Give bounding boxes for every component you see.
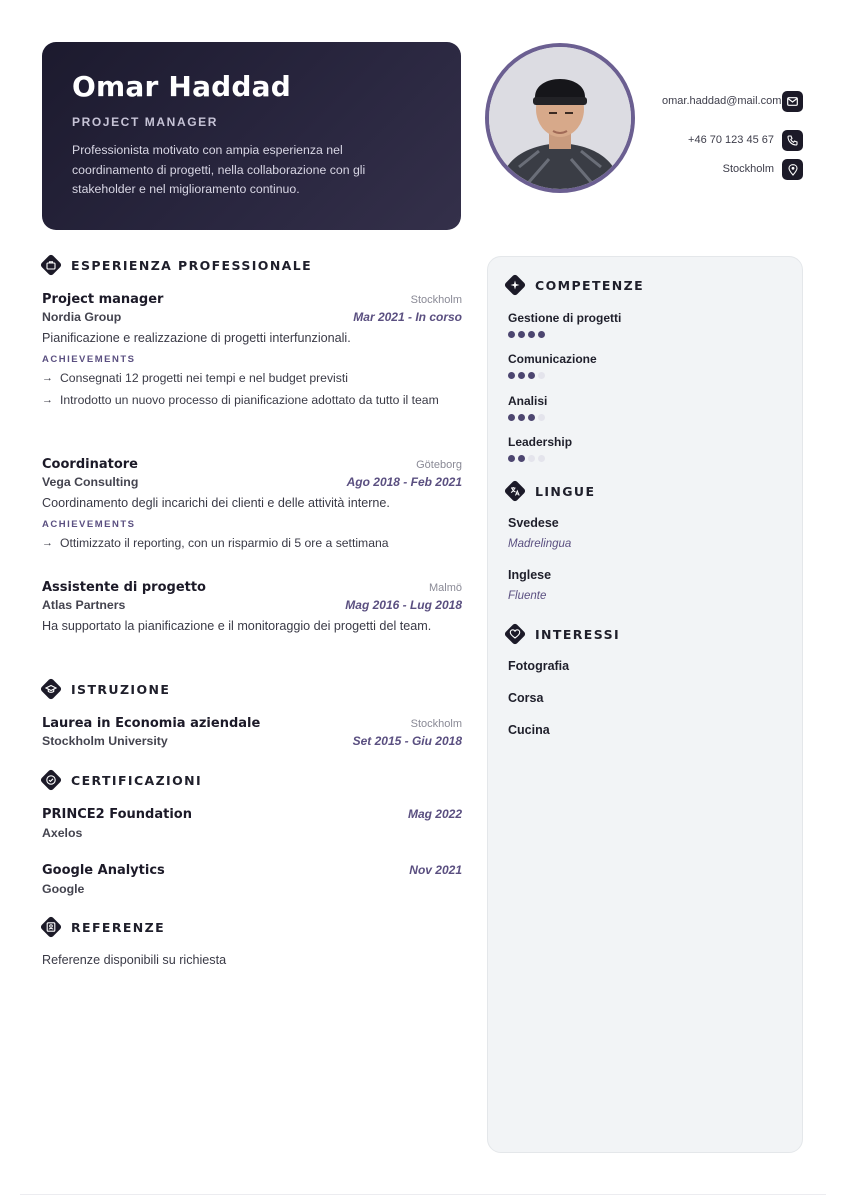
section-references — [40, 916, 165, 938]
phone-text[interactable]: +46 70 123 45 67 — [688, 134, 774, 146]
arrow-right-icon: → — [42, 372, 53, 384]
achievement-item: → Ottimizzato il reporting, con un risparmio di 5 ore a settimana — [42, 533, 462, 553]
profile-summary: Professionista motivato con ampia esperienza nel coordinamento di progetti, nella collaborazione con gli stakeholder e nel miglioramento continuo. — [72, 143, 366, 196]
job-location: Göteborg — [416, 459, 462, 471]
person-portrait-icon — [489, 47, 631, 189]
skill-name: Gestione di progetti — [508, 311, 622, 325]
sidebar — [487, 256, 803, 1153]
skill-level — [508, 455, 572, 462]
language-level: Madrelingua — [508, 538, 572, 550]
degree: Laurea in Economia aziendale — [42, 716, 261, 731]
achievement-item: → Consegnati 12 progetti nei tempi e nel budget previsti — [42, 368, 462, 388]
skill-level — [508, 331, 621, 338]
education-dates: Set 2015 - Giu 2018 — [352, 734, 462, 748]
experience-item — [42, 580, 462, 636]
achievements-label: ACHIEVEMENTS — [42, 354, 136, 365]
section-languages — [504, 480, 595, 502]
section-skills — [504, 274, 644, 296]
phone-icon — [782, 130, 803, 151]
references-text: Referenze disponibili su richiesta — [42, 953, 227, 967]
section-label: ESPERIENZA PROFESSIONALE — [71, 257, 313, 273]
company: Nordia Group — [42, 310, 122, 324]
certification-issuer: Google — [42, 882, 85, 896]
skill-item — [508, 435, 572, 462]
section-experience — [40, 254, 312, 276]
language-name: Inglese — [508, 568, 552, 582]
job-description: Coordinamento degli incarichi dei clienti e delle attività interne. — [42, 496, 390, 510]
job-dates: Mag 2016 - Lug 2018 — [345, 598, 462, 612]
graduation-cap-icon — [40, 678, 62, 700]
skill-level — [508, 372, 597, 379]
section-label: COMPETENZE — [535, 277, 645, 293]
language-item — [508, 568, 551, 602]
contact-email[interactable] — [662, 91, 803, 112]
experience-item — [42, 292, 462, 410]
page-divider — [20, 1194, 826, 1195]
certification-item — [42, 863, 462, 896]
interest-item: Corsa — [508, 691, 544, 705]
language-name: Svedese — [508, 516, 559, 530]
interest-item: Fotografia — [508, 659, 570, 673]
job-description: Pianificazione e realizzazione di progetti interfunzionali. — [42, 331, 351, 345]
certification-date: Mag 2022 — [407, 807, 462, 821]
skill-item — [508, 311, 621, 338]
job-location: Malmö — [428, 582, 462, 594]
section-interests — [504, 623, 620, 645]
arrow-right-icon: → — [42, 537, 53, 549]
mail-icon — [782, 91, 803, 112]
achievements-label: ACHIEVEMENTS — [42, 519, 136, 530]
section-label: LINGUE — [535, 483, 596, 499]
skill-level — [508, 414, 547, 421]
job-title: Project manager — [42, 292, 164, 307]
translate-icon — [504, 480, 526, 502]
section-education — [40, 678, 170, 700]
language-level: Fluente — [508, 590, 547, 602]
badge-check-icon — [40, 769, 62, 791]
education-item — [42, 716, 462, 748]
section-label: REFERENZE — [71, 919, 166, 935]
skill-name: Comunicazione — [508, 352, 597, 366]
sparkle-icon — [504, 274, 526, 296]
skill-item — [508, 394, 547, 421]
interest-item: Cucina — [508, 723, 550, 737]
company: Vega Consulting — [42, 475, 139, 489]
school-location: Stockholm — [410, 718, 462, 730]
skill-item — [508, 352, 597, 379]
email-text[interactable]: omar.haddad@mail.com — [662, 95, 782, 107]
section-label: INTERESSI — [535, 626, 621, 642]
section-certifications — [40, 769, 202, 791]
contact-location — [723, 159, 803, 180]
school: Stockholm University — [42, 734, 168, 748]
language-item — [508, 516, 571, 550]
certification-issuer: Axelos — [42, 826, 83, 840]
skill-name: Leadership — [508, 435, 573, 449]
experience-item — [42, 457, 462, 553]
skill-name: Analisi — [508, 394, 548, 408]
section-label: ISTRUZIONE — [71, 681, 171, 697]
briefcase-icon — [40, 254, 62, 276]
certification-name: Google Analytics — [42, 863, 165, 878]
contact-phone[interactable] — [688, 130, 803, 151]
section-label: CERTIFICAZIONI — [71, 772, 203, 788]
map-pin-icon — [782, 159, 803, 180]
header-card — [42, 42, 461, 230]
company: Atlas Partners — [42, 598, 126, 612]
job-dates: Ago 2018 - Feb 2021 — [346, 475, 462, 489]
certification-item — [42, 807, 462, 840]
job-description: Ha supportato la pianificazione e il monitoraggio dei progetti del team. — [42, 619, 432, 633]
candidate-name: Omar Haddad — [72, 70, 291, 103]
job-dates: Mar 2021 - In corso — [353, 310, 462, 324]
job-location: Stockholm — [410, 294, 462, 306]
achievement-item: → Introdotto un nuovo processo di pianificazione adottato da tutto il team — [42, 390, 462, 410]
location-text: Stockholm — [722, 163, 774, 175]
certification-date: Nov 2021 — [409, 863, 462, 877]
profile-photo — [485, 43, 635, 193]
certification-name: PRINCE2 Foundation — [42, 807, 192, 822]
heart-icon — [504, 623, 526, 645]
candidate-role: PROJECT MANAGER — [72, 115, 219, 129]
arrow-right-icon: → — [42, 394, 53, 406]
contact-card-icon — [40, 916, 62, 938]
job-title: Coordinatore — [42, 457, 138, 472]
job-title: Assistente di progetto — [42, 580, 206, 595]
